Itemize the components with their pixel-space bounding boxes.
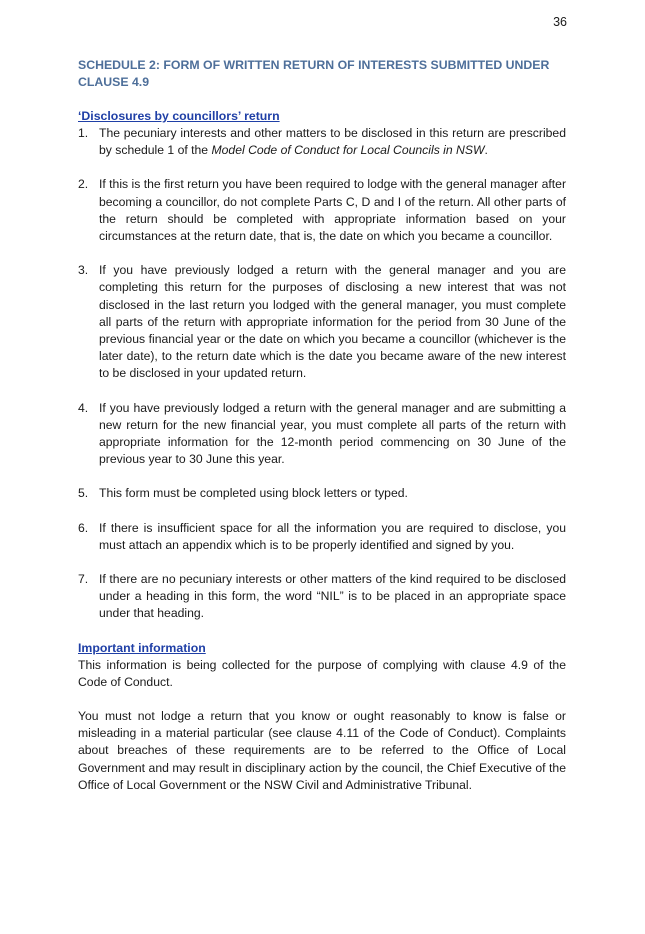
important-information-heading: Important information bbox=[78, 640, 206, 655]
list-item-number: 6. bbox=[78, 520, 89, 535]
list-item bbox=[78, 520, 566, 554]
list-item-text: The pecuniary interests and other matters to be disclosed in this return are prescribed by schedule 1 of the bbox=[99, 126, 566, 158]
list-item-text: If there are no pecuniary interests or other matters of the kind required to be disclosed under a heading in this form, the word “NIL” is to be placed in an appropriate space under that heading. bbox=[99, 572, 566, 621]
list-item-number: 5. bbox=[78, 486, 89, 501]
list-item-text: If you have previously lodged a return with the general manager and you are completing this return for the purposes of disclosing a new interest that was not disclosed in the last return you lodged with the general manager, you must complete all parts of the return with appropriate information for the period from 30 June of the previous financial year or the date on which you became a councillor (whichever is the later date), to the return date which is the date you became aware of the new interest to be disclosed in your updated return. bbox=[99, 263, 566, 381]
list-item bbox=[78, 176, 566, 245]
code-of-conduct-title: Model Code of Conduct for Local Councils in NSW bbox=[211, 143, 485, 158]
list-item-text-end: . bbox=[484, 143, 488, 158]
list-item-number: 7. bbox=[78, 572, 89, 587]
list-item-number: 2. bbox=[78, 177, 89, 192]
list-item-number: 1. bbox=[78, 126, 89, 140]
list-item-text: If there is insufficient space for all the information you are required to disclose, you must attach an appendix which is to be properly identified and signed by you. bbox=[99, 520, 566, 552]
list-item-text: This form must be completed using block letters or typed. bbox=[99, 486, 408, 501]
list-item bbox=[78, 485, 566, 502]
list-item-number: 4. bbox=[78, 400, 89, 415]
schedule-title: SCHEDULE 2: FORM OF WRITTEN RETURN OF INTERESTS SUBMITTED UNDER CLAUSE 4.9 bbox=[78, 58, 550, 89]
important-paragraph-collection: This information is being collected for the purpose of complying with clause 4.9 of the Code of Conduct. bbox=[78, 657, 566, 689]
document-body bbox=[78, 57, 566, 811]
list-item bbox=[78, 400, 566, 469]
disclosure-instructions-list bbox=[78, 125, 566, 623]
list-item-text: If this is the first return you have been required to lodge with the general manager after becoming a councillor, do not complete Parts C, D and I of the return. All other parts of the return should be completed with appropriate information based on your circumstances at the return date, that is, the date on which you became a councillor. bbox=[99, 177, 566, 244]
important-paragraph-false-return: You must not lodge a return that you know or ought reasonably to know is false or misleading in a material particular (see clause 4.11 of the Code of Conduct). Complaints about breaches of these requirements are to be referred to the Office of Local Government and may result in disciplinary action by the council, the Chief Executive of the Office of Local Government or the NSW Civil and Administrative Tribunal. bbox=[78, 709, 566, 792]
list-item bbox=[78, 125, 566, 159]
list-item bbox=[78, 571, 566, 623]
list-item-text: If you have previously lodged a return with the general manager and are submitting a new return for the new financial year, you must complete all parts of the return with appropriate information for the 12-month period commencing on 30 June of the previous year to 30 June this year. bbox=[99, 400, 566, 467]
list-item-number: 3. bbox=[78, 263, 89, 278]
page-number: 36 bbox=[553, 15, 567, 29]
disclosures-heading: ‘Disclosures by councillors’ return bbox=[78, 109, 280, 123]
list-item bbox=[78, 262, 566, 382]
